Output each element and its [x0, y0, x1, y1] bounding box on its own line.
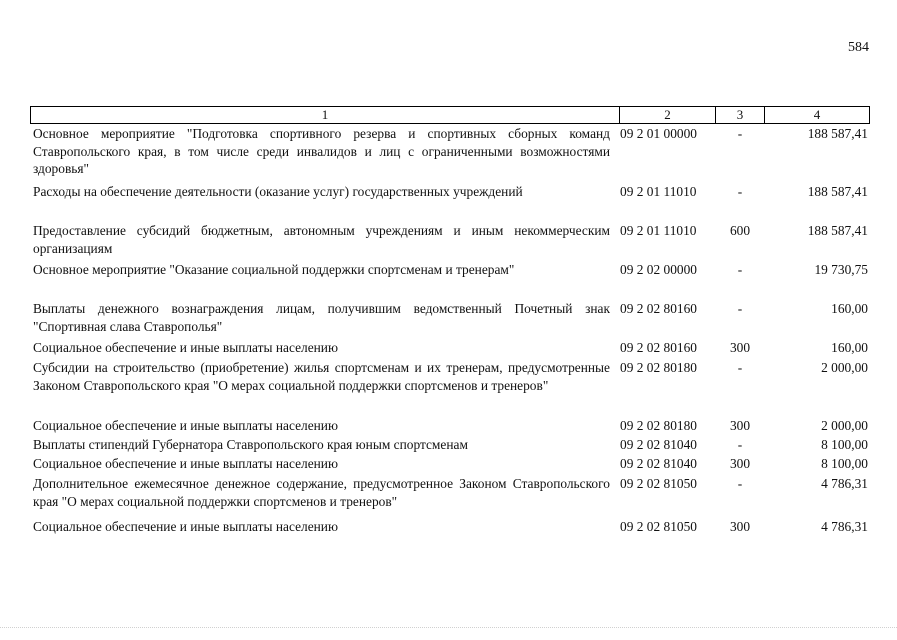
page-number: 584	[848, 40, 869, 55]
row-amount: 4 786,31	[821, 519, 868, 534]
header-col-1: 1	[321, 107, 329, 122]
row-amount: 8 100,00	[821, 437, 868, 452]
row-name: Социальное обеспечение и иные выплаты населению	[33, 519, 338, 534]
row-amount: 160,00	[831, 340, 868, 355]
row-name: Основное мероприятие "Оказание социальной поддержки спортсменам и тренерам"	[33, 262, 515, 277]
row-amount: 160,00	[831, 301, 868, 316]
row-code: 09 2 02 00000	[620, 262, 697, 277]
row-amount: 188 587,41	[807, 223, 868, 238]
row-code: 09 2 02 80180	[620, 360, 697, 375]
row-name: Социальное обеспечение и иные выплаты населению	[33, 456, 338, 471]
row-code: 09 2 01 00000	[620, 126, 697, 141]
row-type: 600	[729, 223, 751, 238]
row-amount: 2 000,00	[821, 418, 868, 433]
row-name: Выплаты денежного вознаграждения лицам, получившим ведомственный Почетный знак "Спортивная слава Ставрополья"	[33, 301, 610, 334]
row-code: 09 2 02 81040	[620, 437, 697, 452]
row-type: -	[737, 476, 743, 491]
header-col-2: 2	[664, 107, 671, 122]
row-type: -	[737, 301, 743, 316]
row-type: -	[737, 262, 743, 277]
row-type: 300	[729, 418, 751, 433]
row-amount: 188 587,41	[807, 126, 868, 141]
table-header	[30, 106, 870, 124]
header-col-3: 3	[736, 107, 744, 122]
row-type: -	[737, 126, 743, 141]
row-amount: 19 730,75	[814, 262, 868, 277]
row-amount: 2 000,00	[821, 360, 868, 375]
row-code: 09 2 02 80160	[620, 301, 697, 316]
row-amount: 188 587,41	[807, 184, 868, 199]
scan-artifact-line	[0, 627, 897, 629]
row-type: -	[737, 437, 743, 452]
row-type: 300	[729, 519, 751, 534]
row-name: Расходы на обеспечение деятельности (оказание услуг) государственных учреждений	[33, 184, 523, 199]
row-name: Субсидии на строительство (приобретение) жилья спортсменам и их тренерам, предусмотренные Законом Ставропольского края "О мерах социальной поддержки спортсменов и тренеров"	[33, 360, 610, 393]
row-type: 300	[729, 340, 751, 355]
row-name: Основное мероприятие "Подготовка спортивного резерва и спортивных сборных команд Ставропольского края, в том числе среди инвалидов и лиц с ограниченными возможностями здоровья"	[33, 126, 610, 176]
row-type: 300	[729, 456, 751, 471]
header-col-4: 4	[813, 107, 821, 122]
row-amount: 8 100,00	[821, 456, 868, 471]
row-code: 09 2 01 11010	[620, 184, 697, 199]
row-name: Выплаты стипендий Губернатора Ставропольского края юным спортсменам	[33, 437, 468, 452]
row-code: 09 2 02 81050	[620, 476, 697, 491]
row-amount: 4 786,31	[821, 476, 868, 491]
row-code: 09 2 01 11010	[620, 223, 697, 238]
row-type: -	[737, 184, 743, 199]
row-name: Предоставление субсидий бюджетным, автономным учреждениям и иным некоммерческим организациям	[33, 223, 610, 256]
row-name: Дополнительное ежемесячное денежное содержание, предусмотренное Законом Ставропольского края "О мерах социальной поддержки спортсменов и тренеров"	[33, 476, 610, 509]
row-code: 09 2 02 81050	[620, 519, 697, 534]
row-code: 09 2 02 81040	[620, 456, 697, 471]
row-code: 09 2 02 80160	[620, 340, 697, 355]
row-type: -	[737, 360, 743, 375]
row-code: 09 2 02 80180	[620, 418, 697, 433]
row-name: Социальное обеспечение и иные выплаты населению	[33, 418, 338, 433]
row-name: Социальное обеспечение и иные выплаты населению	[33, 340, 338, 355]
